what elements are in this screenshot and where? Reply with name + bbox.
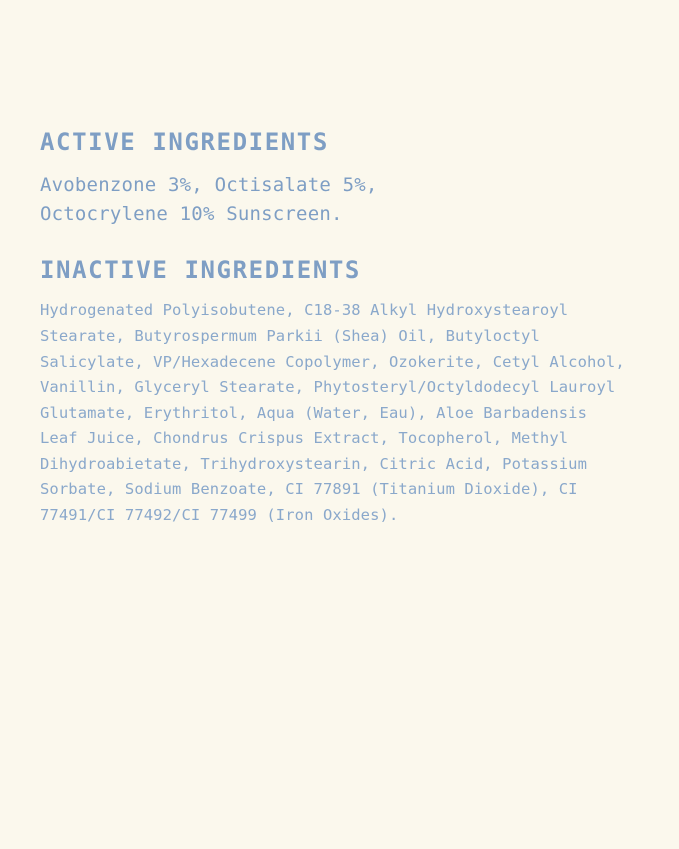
active-ingredients-section (40, 128, 639, 230)
active-ingredients-text: Avobenzone 3%, Octisalate 5%, Octocrylene 10% Sunscreen. (40, 173, 378, 226)
active-ingredients-heading: ACTIVE INGREDIENTS (40, 128, 329, 156)
inactive-ingredients-heading: INACTIVE INGREDIENTS (40, 255, 361, 284)
inactive-ingredients-section (40, 256, 639, 529)
inactive-ingredients-text: Hydrogenated Polyisobutene, C18-38 Alkyl Hydroxystearoyl Stearate, Butyrospermum Parkii (Shea) Oil, Butyloctyl Salicylate, VP/Hexadecene Copolymer, Ozokerite, Cetyl Alcohol, Vanillin, Glyceryl Stearate, Phytosteryl/Octyldodecyl Lauroyl Glutamate, Erythritol, Aqua (Water, Eau), Aloe Barbadensis Leaf Juice, Chondrus Crispus Extract, Tocopherol, Methyl Dihydroabietate, Trihydroxystearin, Citric Acid, Potassium Sorbate, Sodium Benzoate, CI 77891 (Titanium Dioxide), CI 77491/CI 77492/CI 77499 (Iron Oxides). (40, 301, 625, 524)
